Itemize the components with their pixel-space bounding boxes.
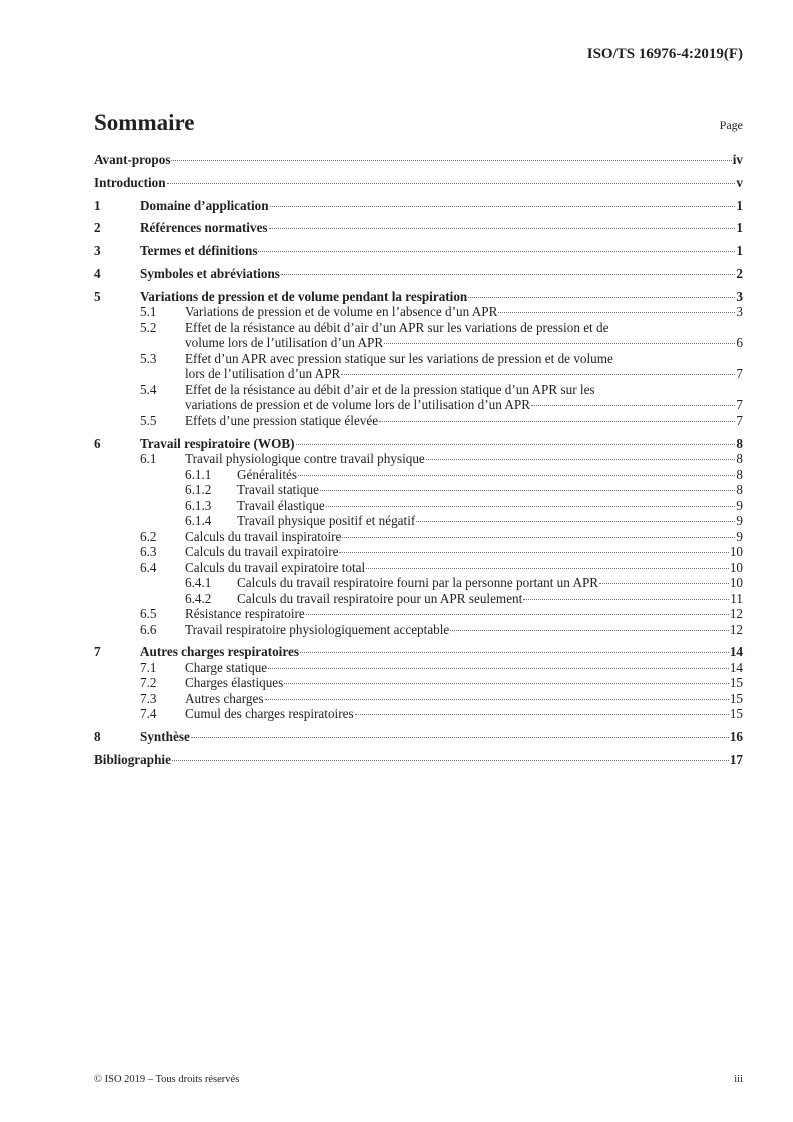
toc-entry-6-6[interactable]: 6.6 Travail respiratoire physiologiquement acceptable 12 (140, 621, 743, 637)
toc-entry-4[interactable]: 4 Symboles et abréviations 2 (94, 265, 743, 281)
toc-entry-6-2[interactable]: 6.2 Calculs du travail inspiratoire 9 (140, 528, 743, 544)
toc-entry-bibliographie[interactable]: Bibliographie 17 (94, 751, 743, 767)
toc-entry-7-3[interactable]: 7.3 Autres charges 15 (140, 690, 743, 706)
toc-entry-2[interactable]: 2 Références normatives 1 (94, 220, 743, 236)
page-number: iii (734, 1074, 743, 1085)
page-column-label: Page (719, 118, 743, 132)
toc-entry-5-4[interactable]: 5.4 Effet de la résistance au débit d’air et de la pression statique d’un APR sur les variations de pression et de volume lors de l’utilisation d’un APR 7 (140, 381, 743, 413)
toc-entry-6-4-1[interactable]: 6.4.1 Calculs du travail respiratoire fourni par la personne portant un APR 10 (185, 575, 743, 591)
toc-entry-6[interactable]: 6 Travail respiratoire (WOB) 8 (94, 435, 743, 451)
toc-entry-6-1[interactable]: 6.1 Travail physiologique contre travail physique 8 (140, 451, 743, 467)
toc-entry-7[interactable]: 7 Autres charges respiratoires 14 (94, 644, 743, 660)
toc-entry-6-4-2[interactable]: 6.4.2 Calculs du travail respiratoire pour un APR seulement 11 (185, 590, 743, 606)
toc-entry-6-5[interactable]: 6.5 Résistance respiratoire 12 (140, 606, 743, 622)
toc-entry-5[interactable]: 5 Variations de pression et de volume pendant la respiration 3 (94, 288, 743, 304)
toc-entry-1[interactable]: 1 Domaine d’application 1 (94, 197, 743, 213)
toc-entry-8[interactable]: 8 Synthèse 16 (94, 729, 743, 745)
toc-entry-6-1-2[interactable]: 6.1.2 Travail statique 8 (185, 482, 743, 498)
toc-entry-introduction[interactable]: Introduction v (94, 174, 743, 190)
toc-entry-5-5[interactable]: 5.5 Effets d’une pression statique élevée 7 (140, 412, 743, 428)
toc-entry-7-2[interactable]: 7.2 Charges élastiques 15 (140, 675, 743, 691)
copyright-notice: © ISO 2019 – Tous droits réservés (94, 1074, 240, 1085)
toc-entry-7-4[interactable]: 7.4 Cumul des charges respiratoires 15 (140, 706, 743, 722)
toc-entry-5-2[interactable]: 5.2 Effet de la résistance au débit d’air d’un APR sur les variations de pression et de volume lors de l’utilisation d’un APR 6 (140, 319, 743, 351)
document-id: ISO/TS 16976-4:2019(F) (586, 46, 743, 62)
toc-entry-3[interactable]: 3 Termes et définitions 1 (94, 243, 743, 259)
toc-entry-6-3[interactable]: 6.3 Calculs du travail expiratoire 10 (140, 544, 743, 560)
page-title: Sommaire (94, 110, 195, 135)
toc-entry-5-3[interactable]: 5.3 Effet d’un APR avec pression statique sur les variations de pression et de volume lors de l’utilisation d’un APR 7 (140, 350, 743, 382)
table-of-contents (94, 152, 743, 767)
toc-entry-6-1-4[interactable]: 6.1.4 Travail physique positif et négatif 9 (185, 513, 743, 529)
toc-entry-5-1[interactable]: 5.1 Variations de pression et de volume en l’absence d’un APR 3 (140, 304, 743, 320)
toc-entry-6-1-1[interactable]: 6.1.1 Généralités 8 (185, 466, 743, 482)
toc-entry-6-1-3[interactable]: 6.1.3 Travail élastique 9 (185, 497, 743, 513)
toc-entry-avant-propos[interactable]: Avant-propos iv (94, 152, 743, 167)
toc-entry-6-4[interactable]: 6.4 Calculs du travail expiratoire total 10 (140, 559, 743, 575)
toc-entry-7-1[interactable]: 7.1 Charge statique 14 (140, 659, 743, 675)
